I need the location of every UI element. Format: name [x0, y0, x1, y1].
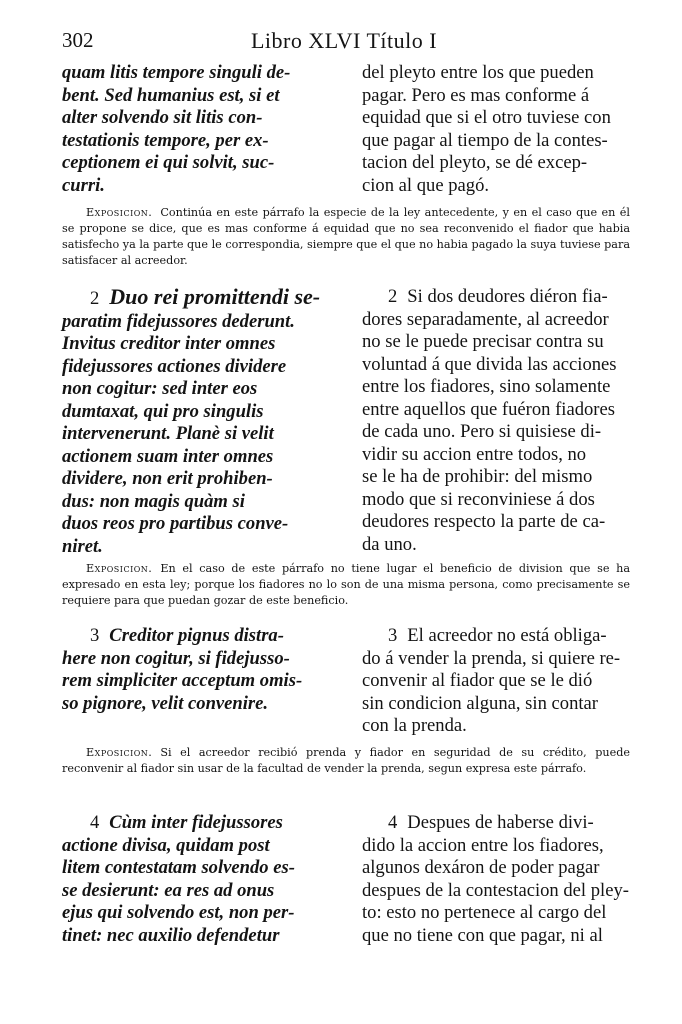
latin-line: ceptionem ei qui solvit, suc- — [62, 152, 275, 173]
spanish-line: to: esto no pertenece al cargo del — [362, 902, 607, 923]
spanish-line: do á vender la prenda, si quiere re- — [362, 647, 621, 669]
latin-line-text: Creditor pignus distra- — [109, 625, 284, 646]
spanish-line: entre los fiadores, sino solamente — [362, 376, 611, 397]
spanish-column — [362, 625, 632, 738]
latin-line: testationis tempore, per ex- — [62, 129, 269, 151]
spanish-line: sin condicion alguna, sin contar — [362, 692, 598, 714]
latin-column — [62, 62, 336, 197]
latin-line: litem contestatam solvendo es- — [62, 857, 295, 878]
spanish-line: equidad que si el otro tuviese con — [362, 107, 611, 128]
spanish-line-text: Despues de haberse divi- — [407, 812, 594, 833]
section-2 — [62, 286, 632, 558]
section-3 — [62, 625, 632, 738]
latin-line — [62, 812, 336, 835]
page-number: 302 — [62, 28, 94, 52]
latin-line: duos reos pro partibus conve- — [62, 513, 289, 534]
section-number: 4 — [90, 812, 100, 833]
section-1 — [62, 62, 632, 197]
latin-line: dus: non magis quàm si — [62, 490, 245, 512]
latin-line: paratim fidejussores dederunt. — [62, 310, 295, 332]
spanish-line: se le ha de prohibir: del mismo — [362, 466, 593, 487]
spanish-line — [362, 286, 632, 309]
spanish-line — [362, 812, 632, 835]
spanish-line: de cada uno. Pero si quisiese di- — [362, 421, 602, 442]
spanish-line: dores separadamente, al acreedor — [362, 308, 609, 330]
exposicion-2 — [62, 561, 630, 609]
spanish-column — [362, 812, 632, 947]
spanish-line: despues de la contestacion del pley- — [362, 879, 629, 901]
latin-column — [62, 812, 336, 947]
exposicion-text: Si el acreedor recibió prenda y fiador en seguridad de su crédito, puede reconvenir al fiador sin usar de la facultad de vender la prenda, segun expresa este párrafo. — [62, 746, 630, 775]
latin-line: here non cogitur, si fidejusso- — [62, 647, 290, 669]
latin-line — [62, 286, 336, 311]
spanish-line: pagar. Pero es mas conforme á — [362, 84, 590, 106]
latin-line: se desierunt: ea res ad onus — [62, 879, 275, 901]
latin-line: rem simpliciter acceptum omis- — [62, 670, 303, 691]
latin-line: ejus qui solvendo est, non per- — [62, 902, 295, 923]
spanish-line: voluntad á que divida las acciones — [362, 353, 617, 375]
section-number: 2 — [388, 286, 398, 307]
latin-line: actionem suam inter omnes — [62, 445, 274, 467]
spanish-line: que pagar al tiempo de la contes- — [362, 129, 608, 151]
exposicion-text: En el caso de este párrafo no tiene lugar el beneficio de division que se ha expresado en esta ley; porque los fiadores no lo son de una misma persona, como precisamente se requiere para que puedan gozar de este beneficio. — [62, 562, 630, 607]
section-number: 3 — [388, 625, 398, 646]
latin-line — [62, 625, 336, 648]
latin-column — [62, 286, 336, 558]
latin-line: bent. Sed humanius est, si et — [62, 84, 280, 106]
spanish-line — [362, 625, 632, 648]
latin-line: quam litis tempore singuli de- — [62, 62, 291, 83]
page-header — [62, 28, 626, 58]
latin-line: dividere, non erit prohiben- — [62, 468, 273, 489]
latin-line: so pignore, velit convenire. — [62, 692, 269, 714]
spanish-line: tacion del pleyto, se dé excep- — [362, 152, 588, 173]
spanish-line: algunos dexáron de poder pagar — [362, 857, 600, 878]
latin-line: tinet: nec auxilio defendetur — [62, 924, 280, 946]
spanish-line: da uno. — [362, 533, 417, 555]
latin-line: actione divisa, quidam post — [62, 834, 270, 856]
section-4 — [62, 812, 632, 947]
exposicion-text: Continúa en este párrafo la especie de la ley antecedente, y en el caso que en él se propone se dice, que es mas conforme á equidad que no sea reconvenido el fiador que habia satisfecho ya la parte que le correspondia, siempre que el que no habia pagado la suya tuviese para satisfacer al acreedor. — [62, 206, 630, 267]
spanish-line: cion al que pagó. — [362, 174, 490, 196]
spanish-line: convenir al fiador que se le dió — [362, 670, 593, 691]
running-head: Libro XLVI Título I — [250, 28, 438, 53]
section-number: 4 — [388, 812, 398, 833]
latin-line: Invitus creditor inter omnes — [62, 333, 276, 354]
latin-line: intervenerunt. Planè si velit — [62, 423, 274, 444]
spanish-line: con la prenda. — [362, 715, 467, 736]
spanish-line: vidir su accion entre todos, no — [362, 443, 587, 465]
spanish-line: modo que si reconviniese á dos — [362, 488, 595, 510]
latin-line: fidejussores actiones dividere — [62, 355, 287, 377]
spanish-line: que no tiene con que pagar, ni al — [362, 924, 603, 946]
latin-line: curri. — [62, 174, 105, 196]
latin-line: niret. — [62, 535, 103, 557]
spanish-line-text: El acreedor no está obliga- — [407, 625, 607, 646]
latin-line: non cogitur: sed inter eos — [62, 378, 258, 399]
exposicion-1 — [62, 205, 630, 269]
spanish-column — [362, 286, 632, 558]
section-number: 2 — [90, 288, 100, 309]
spanish-column — [362, 62, 632, 197]
spanish-line: deudores respecto la parte de ca- — [362, 511, 606, 532]
exposicion-label: Exposicion. — [86, 206, 153, 219]
latin-line-text: Duo rei promittendi se- — [109, 284, 321, 309]
exposicion-label: Exposicion. — [86, 746, 153, 759]
exposicion-label: Exposicion. — [86, 562, 153, 575]
spanish-line-text: Si dos deudores diéron fia- — [407, 286, 608, 307]
spanish-line: dido la accion entre los fiadores, — [362, 834, 604, 856]
latin-column — [62, 625, 336, 738]
latin-line: alter solvendo sit litis con- — [62, 107, 263, 128]
spanish-line: del pleyto entre los que pueden — [362, 62, 594, 83]
latin-line: dumtaxat, qui pro singulis — [62, 400, 264, 422]
spanish-line: entre aquellos que fuéron fiadores — [362, 398, 615, 420]
latin-line-text: Cùm inter fidejussores — [109, 812, 283, 833]
spanish-line: no se le puede precisar contra su — [362, 331, 604, 352]
section-number: 3 — [90, 625, 100, 646]
exposicion-3 — [62, 745, 630, 777]
